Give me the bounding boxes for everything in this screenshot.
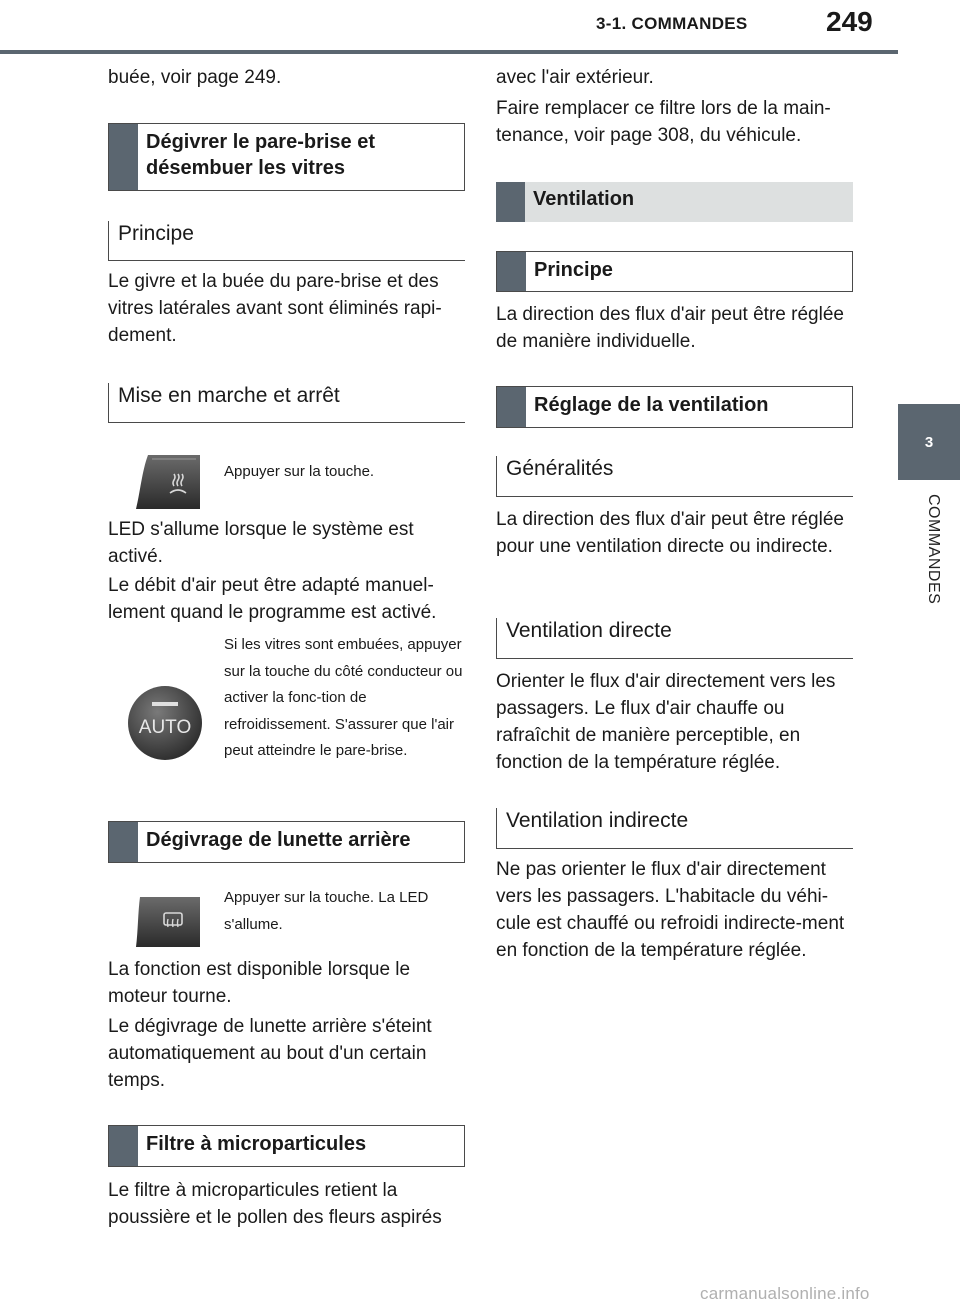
heading-defrost-windshield: [108, 123, 465, 191]
remplacer-paragraph: Faire remplacer ce filtre lors de la main-tenance, voir page 308, du véhicule.: [496, 98, 831, 146]
heading-bar: [497, 252, 526, 291]
principe-paragraph: Le givre et la buée du pare-brise et des vitres latérales avant sont éliminés rapi-dement.: [108, 271, 442, 346]
heading-bar: [109, 124, 138, 190]
heading-reglage: [496, 386, 853, 428]
subheading-directe: Ventilation directe: [496, 618, 853, 659]
continued-paragraph: avec l'air extérieur.: [496, 67, 654, 88]
heading-bar: [496, 182, 525, 222]
windshield-defrost-button-icon: [134, 453, 200, 509]
button2-caption: Appuyer sur la touche. La LED s'allume.: [224, 889, 429, 933]
intro-text: buée, voir page 249.: [108, 67, 282, 88]
heading-bar: [109, 1126, 138, 1166]
heading-principe-right: [496, 251, 853, 292]
heading-rear-defrost: [108, 821, 465, 863]
chapter-tab-label: [898, 480, 960, 640]
subheading-mise-en-marche: Mise en marche et arrêt: [108, 383, 465, 423]
heading-ventilation: [496, 182, 853, 222]
led-paragraph: LED s'allume lorsque le système est activé.: [108, 519, 414, 567]
header-rule: [0, 50, 898, 54]
subheading-generalites: Généralités: [496, 456, 853, 497]
heading-text: Principe: [534, 259, 613, 281]
heading-filtre: [108, 1125, 465, 1167]
auto-button-icon: [127, 684, 203, 762]
auto-caption: Si les vitres sont embuées, appuyer sur la touche du côté conducteur ou activer la fonc-tion de refroidissement. S'assurer que l'air peut atteindre le pare-brise.: [224, 636, 463, 759]
heading-text: Ventilation: [533, 188, 635, 210]
watermark: carmanualsonline.info: [700, 1284, 870, 1303]
heading-text: Filtre à microparticules: [146, 1133, 367, 1155]
directe-paragraph: Orienter le flux d'air directement vers les passagers. Le flux d'air chauffe ou rafraîchit de manière perceptible, en fonction de la température réglée.: [496, 671, 836, 773]
heading-bar: [497, 387, 526, 427]
heading-text: Dégivrage de lunette arrière: [146, 829, 411, 851]
degivrage-paragraph: Le dégivrage de lunette arrière s'éteint automatiquement au bout d'un certain temps.: [108, 1016, 432, 1091]
button1-caption: Appuyer sur la touche.: [224, 463, 375, 480]
heading-bar: [109, 822, 138, 862]
subheading-indirecte: Ventilation indirecte: [496, 808, 853, 849]
principe-right-paragraph: La direction des flux d'air peut être réglée de manière individuelle.: [496, 304, 844, 352]
chapter-tab-number: 3: [898, 404, 960, 480]
chapter-tab-label-text: COMMANDES: [925, 494, 942, 605]
section-title: 3-1. COMMANDES: [596, 14, 748, 33]
filtre-paragraph: Le filtre à microparticules retient la poussière et le pollen des fleurs aspirés: [108, 1180, 442, 1228]
page-number: 249: [826, 6, 873, 37]
heading-text: Réglage de la ventilation: [534, 394, 769, 416]
heading-text: Dégivrer le pare-brise et désembuer les vitres: [146, 131, 375, 179]
rear-window-defrost-button-icon: [134, 897, 200, 947]
generalites-paragraph: La direction des flux d'air peut être réglée pour une ventilation directe ou indirecte.: [496, 509, 844, 557]
debit-paragraph: Le débit d'air peut être adapté manuel-lement quand le programme est activé.: [108, 575, 437, 623]
indirecte-paragraph: Ne pas orienter le flux d'air directement vers les passagers. L'habitacle du véhi-cule est chauffé ou refroidi indirecte-ment en fonction de la température réglée.: [496, 859, 845, 961]
fonction-paragraph: La fonction est disponible lorsque le moteur tourne.: [108, 959, 411, 1007]
subheading-principe: Principe: [108, 221, 465, 261]
auto-label: AUTO: [138, 717, 192, 738]
